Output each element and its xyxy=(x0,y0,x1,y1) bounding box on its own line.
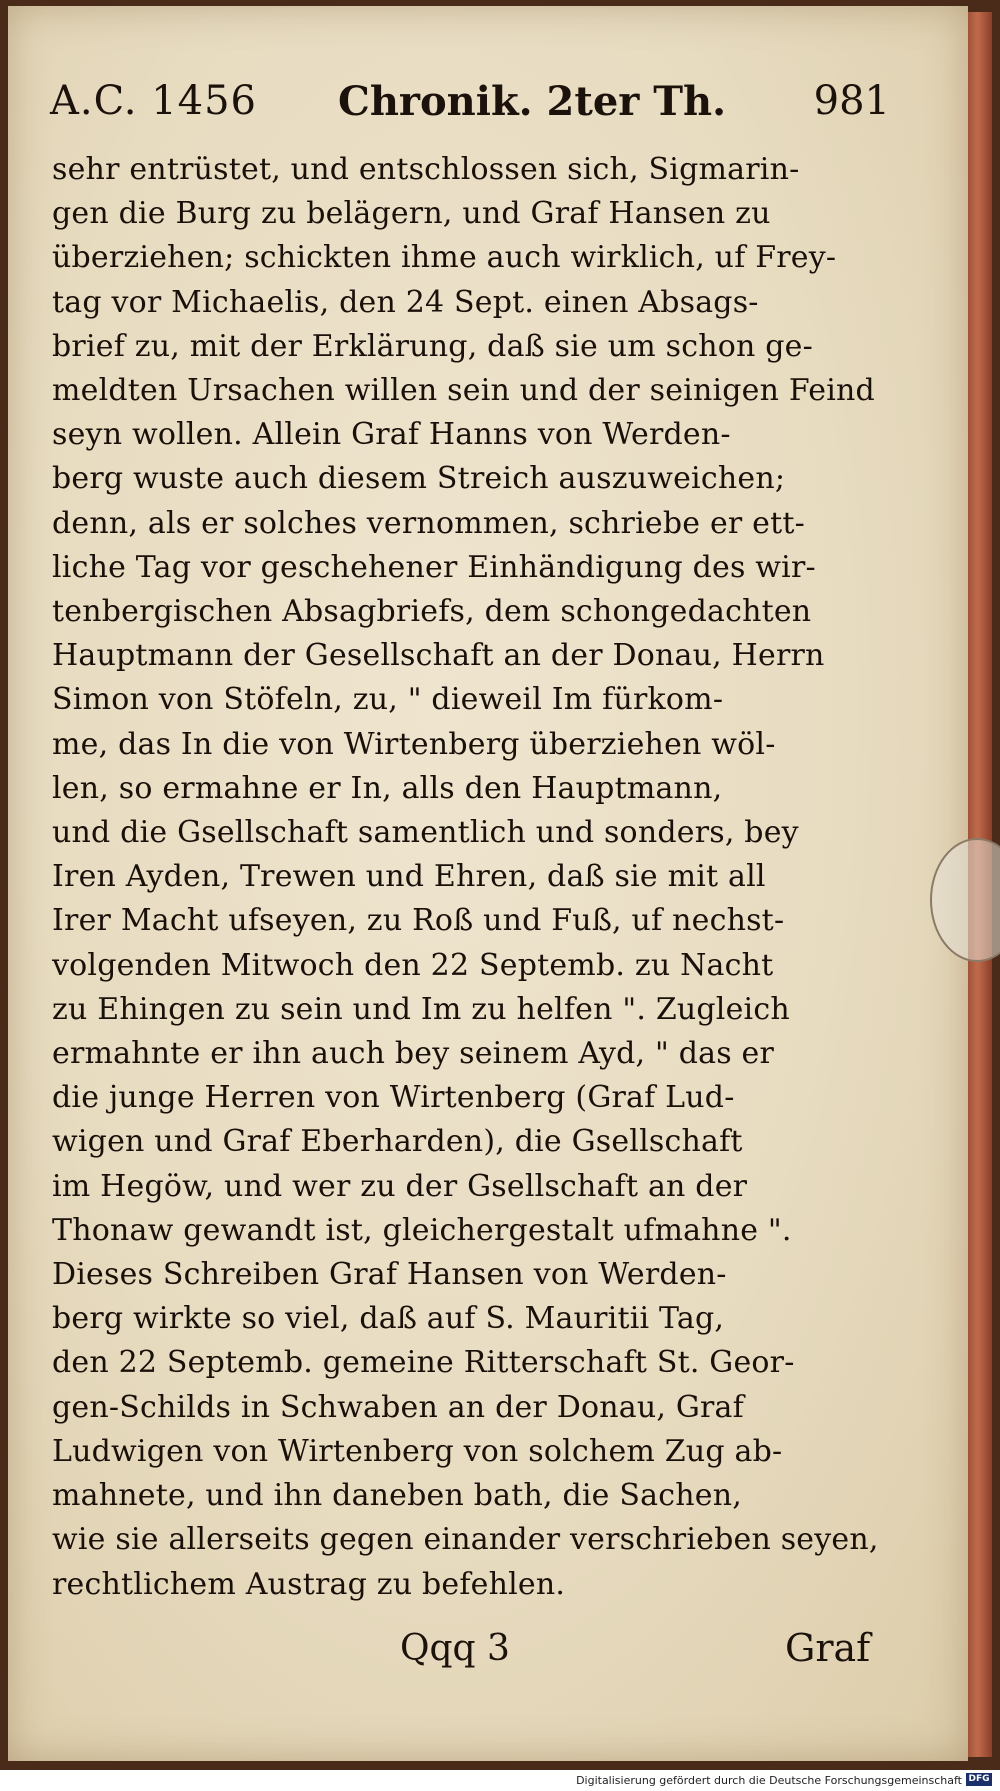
text-line: tag vor Michaelis, den 24 Sept. einen Absags- xyxy=(52,284,759,320)
text-line: denn, als er solches vernommen, schriebe er ett- xyxy=(52,505,805,541)
text-line: volgenden Mitwoch den 22 Septemb. zu Nacht xyxy=(52,947,774,983)
text-line: berg wirkte so viel, daß auf S. Mauritii Tag, xyxy=(52,1301,725,1337)
text-line: liche Tag vor geschehener Einhändigung des wir- xyxy=(52,549,816,585)
text-line: Thonaw gewandt ist, gleichergestalt ufmahne ". xyxy=(52,1212,792,1248)
text-line: Dieses Schreiben Graf Hansen von Werden- xyxy=(52,1257,727,1293)
text-line: gen die Burg zu belägern, und Graf Hansen zu xyxy=(52,196,771,232)
text-line: ermahnte er ihn auch bey seinem Ayd, " das er xyxy=(52,1036,775,1072)
catchword: Graf xyxy=(785,1626,871,1670)
text-line: überziehen; schickten ihme auch wirklich, uf Frey- xyxy=(52,240,837,276)
text-line: rechtlichem Austrag zu befehlen. xyxy=(52,1566,566,1602)
funding-note: Digitalisierung gefördert durch die Deutsche Forschungsgemeinschaft xyxy=(576,1774,962,1787)
running-head xyxy=(50,78,890,134)
text-line: zu Ehingen zu sein und Im zu helfen ". Zugleich xyxy=(52,991,790,1027)
text-line: gen-Schilds in Schwaben an der Donau, Graf xyxy=(52,1389,744,1425)
text-line: Irer Macht ufseyen, zu Roß und Fuß, uf nechst- xyxy=(52,903,785,939)
text-line: den 22 Septemb. gemeine Ritterschaft St. Geor- xyxy=(52,1345,795,1381)
text-line: Ludwigen von Wirtenberg von solchem Zug ab- xyxy=(52,1433,783,1469)
text-line: len, so ermahne er In, alls den Hauptmann, xyxy=(52,770,723,806)
text-line: die junge Herren von Wirtenberg (Graf Lud- xyxy=(52,1080,735,1116)
signature-mark: Qqq 3 xyxy=(400,1628,510,1669)
body-text xyxy=(52,148,882,1607)
running-head-year: A.C. 1456 xyxy=(50,78,258,124)
text-line: Iren Ayden, Trewen und Ehren, daß sie mit all xyxy=(52,859,766,895)
dfg-logo: DFG xyxy=(966,1773,992,1786)
text-line: mahnete, und ihn daneben bath, die Sachen, xyxy=(52,1478,742,1514)
page-number: 981 xyxy=(813,78,890,124)
text-line: meldten Ursachen willen sein und der seinigen Feind xyxy=(52,373,875,409)
text-line: wie sie allerseits gegen einander verschrieben seyen, xyxy=(52,1522,879,1558)
text-line: im Hegöw, und wer zu der Gsellschaft an der xyxy=(52,1168,748,1204)
text-line: sehr entrüstet, und entschlossen sich, Sigmarin- xyxy=(52,152,800,187)
text-line: tenbergischen Absagbriefs, dem schongedachten xyxy=(52,594,812,630)
text-line: Simon von Stöfeln, zu, " dieweil Im fürkom- xyxy=(52,682,724,718)
text-line: und die Gsellschaft samentlich und sonders, bey xyxy=(52,815,799,851)
text-line: brief zu, mit der Erklärung, daß sie um schon ge- xyxy=(52,328,813,364)
text-line: seyn wollen. Allein Graf Hanns von Werden- xyxy=(52,417,731,453)
text-line: me, das In die von Wirtenberg überziehen wöl- xyxy=(52,726,776,762)
text-line: wigen und Graf Eberharden), die Gsellschaft xyxy=(52,1124,743,1160)
running-head-title: Chronik. 2ter Th. xyxy=(338,78,727,125)
text-line: Hauptmann der Gesellschaft an der Donau, Herrn xyxy=(52,638,825,674)
text-line: berg wuste auch diesem Streich auszuweichen; xyxy=(52,461,786,497)
